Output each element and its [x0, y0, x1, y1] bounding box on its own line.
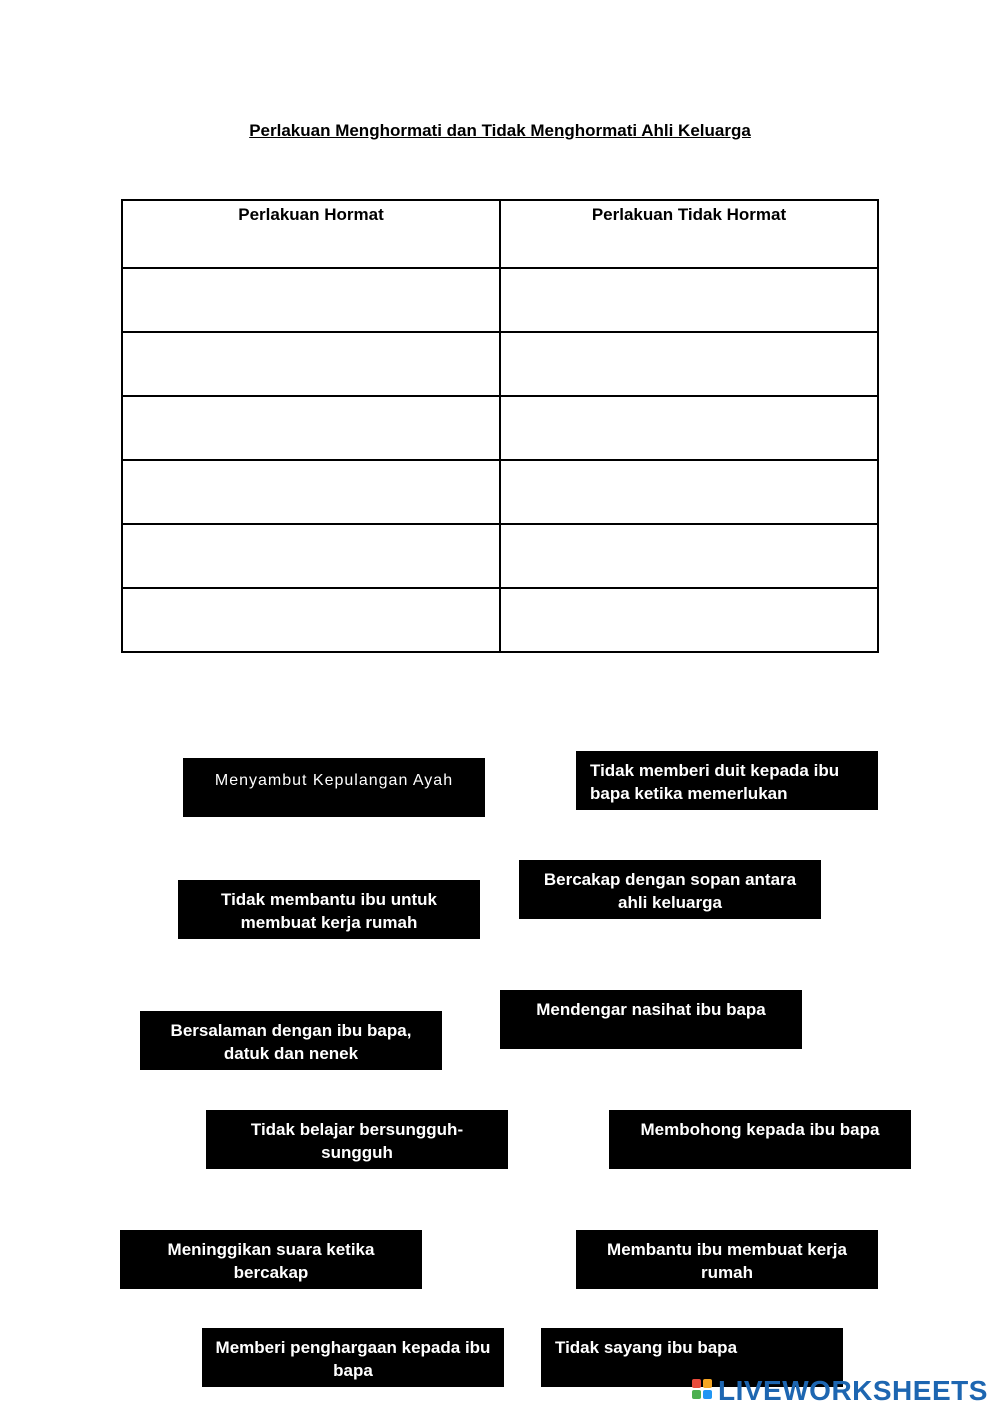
drag-card[interactable]: Mendengar nasihat ibu bapa	[500, 990, 802, 1049]
drag-card[interactable]: Tidak sayang ibu bapa	[541, 1328, 843, 1387]
logo-square	[692, 1379, 701, 1388]
drop-cell-tidak-hormat[interactable]	[500, 396, 878, 460]
drag-card[interactable]: Meninggikan suara ketika bercakap	[120, 1230, 422, 1289]
drop-cell-hormat[interactable]	[122, 460, 500, 524]
drag-card[interactable]: Membantu ibu membuat kerja rumah	[576, 1230, 878, 1289]
header-hormat: Perlakuan Hormat	[122, 200, 500, 268]
table-row	[122, 268, 878, 332]
header-tidak-hormat: Perlakuan Tidak Hormat	[500, 200, 878, 268]
brand-name: LIVEWORKSHEETS	[718, 1375, 988, 1406]
table-row	[122, 332, 878, 396]
drag-card[interactable]: Tidak membantu ibu untuk membuat kerja rumah	[178, 880, 480, 939]
drag-card[interactable]: Tidak memberi duit kepada ibu bapa ketika memerlukan	[576, 751, 878, 810]
drop-cell-hormat[interactable]	[122, 268, 500, 332]
drag-card[interactable]: Menyambut Kepulangan Ayah	[183, 758, 485, 817]
table-row	[122, 588, 878, 652]
table-row	[122, 396, 878, 460]
drop-cell-tidak-hormat[interactable]	[500, 268, 878, 332]
drop-cell-hormat[interactable]	[122, 588, 500, 652]
sorting-table	[121, 199, 879, 653]
drop-cell-tidak-hormat[interactable]	[500, 460, 878, 524]
drop-cell-tidak-hormat[interactable]	[500, 588, 878, 652]
drag-card[interactable]: Bercakap dengan sopan antara ahli keluarga	[519, 860, 821, 919]
drag-card[interactable]: Tidak belajar bersungguh-sungguh	[206, 1110, 508, 1169]
liveworksheets-brand	[692, 1375, 988, 1407]
drop-cell-tidak-hormat[interactable]	[500, 524, 878, 588]
drop-cell-tidak-hormat[interactable]	[500, 332, 878, 396]
drag-card[interactable]: Bersalaman dengan ibu bapa, datuk dan nenek	[140, 1011, 442, 1070]
drop-cell-hormat[interactable]	[122, 396, 500, 460]
drag-card[interactable]: Membohong kepada ibu bapa	[609, 1110, 911, 1169]
table-row	[122, 524, 878, 588]
drag-card[interactable]: Memberi penghargaan kepada ibu bapa	[202, 1328, 504, 1387]
drop-cell-hormat[interactable]	[122, 524, 500, 588]
logo-square	[703, 1379, 712, 1388]
table-header-row	[122, 200, 878, 268]
table-row	[122, 460, 878, 524]
logo-square	[703, 1390, 712, 1399]
worksheet-title: Perlakuan Menghormati dan Tidak Menghormati Ahli Keluarga	[249, 121, 751, 140]
drop-cell-hormat[interactable]	[122, 332, 500, 396]
logo-square	[692, 1390, 701, 1399]
liveworksheets-logo-icon	[692, 1379, 714, 1403]
